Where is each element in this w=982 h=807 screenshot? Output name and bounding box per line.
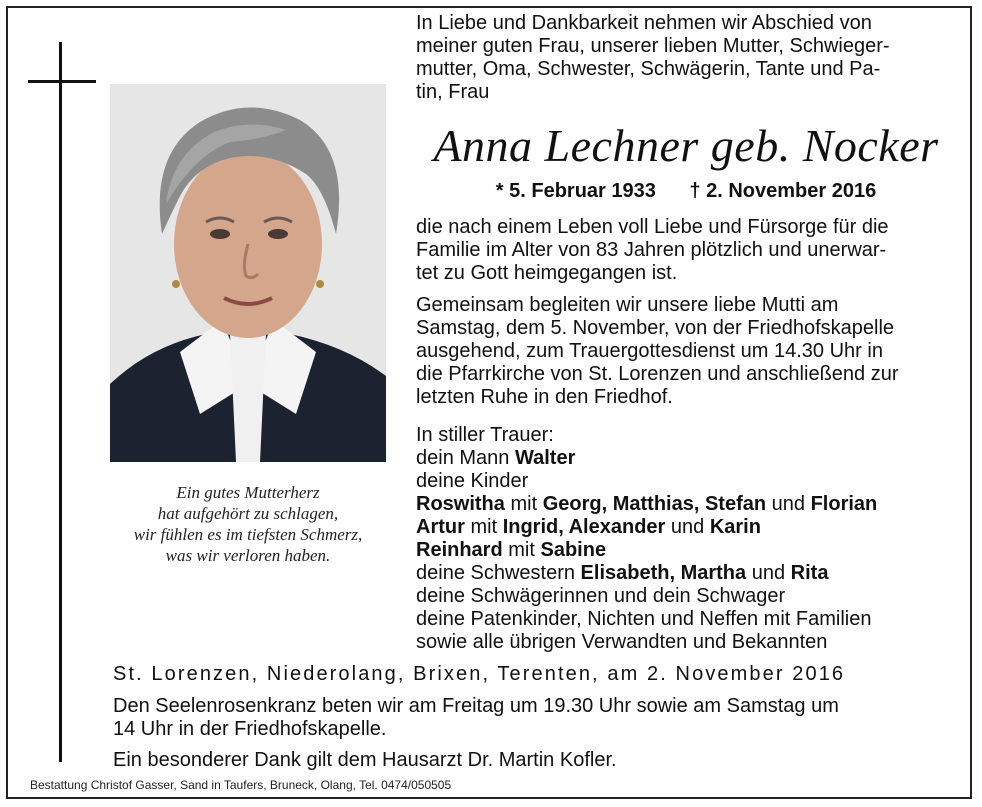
life-line: Familie im Alter von 83 Jahren plötzlich und unerwar- xyxy=(416,239,887,261)
mourner-child: Artur mit Ingrid, Alexander und Karin xyxy=(416,516,761,538)
intro-line: meiner guten Frau, unserer lieben Mutter, Schwieger- xyxy=(416,35,890,57)
mourner-line: sowie alle übrigen Verwandten und Bekannten xyxy=(416,631,828,653)
quote-line: was wir verloren haben. xyxy=(165,546,331,565)
memorial-quote xyxy=(108,482,388,566)
intro-line: mutter, Oma, Schwester, Schwägerin, Tante und Pa- xyxy=(416,58,881,80)
funeral-paragraph xyxy=(416,294,956,409)
cross-horizontal-bar xyxy=(28,80,96,83)
rosary-line: 14 Uhr in der Friedhofskapelle. xyxy=(113,718,387,740)
mourner-sisters: deine Schwestern Elisabeth, Martha und Rita xyxy=(416,562,829,584)
life-line: die nach einem Leben voll Liebe und Fürsorge für die xyxy=(416,216,889,238)
life-line: tet zu Gott heimgegangen ist. xyxy=(416,262,678,284)
funeral-line: Samstag, dem 5. November, von der Friedhofskapelle xyxy=(416,317,895,339)
funeral-home-footer: Bestattung Christof Gasser, Sand in Taufers, Bruneck, Olang, Tel. 0474/050505 xyxy=(30,778,452,792)
cross-vertical-bar xyxy=(59,42,62,762)
funeral-line: die Pfarrkirche von St. Lorenzen und anschließend zur xyxy=(416,363,899,385)
rosary-notice xyxy=(113,695,956,741)
life-paragraph xyxy=(416,216,956,285)
intro-line: tin, Frau xyxy=(416,81,490,103)
quote-line: hat aufgehört zu schlagen, xyxy=(157,504,339,523)
quote-line: wir fühlen es im tiefsten Schmerz, xyxy=(133,525,363,544)
mourner-line: deine Schwägerinnen und dein Schwager xyxy=(416,585,786,607)
portrait-photo xyxy=(110,84,386,462)
place-date: St. Lorenzen, Niederolang, Brixen, Terenten, am 2. November 2016 xyxy=(113,663,846,685)
death-date: † 2. November 2016 xyxy=(689,180,877,202)
mourners-list xyxy=(416,424,956,654)
mourner-husband: dein Mann Walter xyxy=(416,447,576,469)
intro-line: In Liebe und Dankbarkeit nehmen wir Abschied von xyxy=(416,12,872,34)
quote-line: Ein gutes Mutterherz xyxy=(176,483,320,502)
birth-date: * 5. Februar 1933 xyxy=(495,180,656,202)
deceased-name: Anna Lechner geb. Nocker xyxy=(433,120,939,171)
rosary-line: Den Seelenrosenkranz beten wir am Freitag um 19.30 Uhr sowie am Samstag um xyxy=(113,695,839,717)
mourners-heading: In stiller Trauer: xyxy=(416,424,554,446)
portrait-illustration xyxy=(110,84,386,462)
mourner-child: Roswitha mit Georg, Matthias, Stefan und Florian xyxy=(416,493,878,515)
mourner-children-label: deine Kinder xyxy=(416,470,529,492)
intro-paragraph xyxy=(416,12,956,104)
funeral-line: ausgehend, zum Trauergottesdienst um 14.30 Uhr in xyxy=(416,340,883,362)
funeral-line: letzten Ruhe in den Friedhof. xyxy=(416,386,673,408)
funeral-line: Gemeinsam begleiten wir unsere liebe Mutti am xyxy=(416,294,839,316)
mourner-child: Reinhard mit Sabine xyxy=(416,539,607,561)
mourner-line: deine Patenkinder, Nichten und Neffen mit Familien xyxy=(416,608,872,630)
thanks-line: Ein besonderer Dank gilt dem Hausarzt Dr. Martin Kofler. xyxy=(113,749,617,771)
life-dates xyxy=(416,180,956,203)
